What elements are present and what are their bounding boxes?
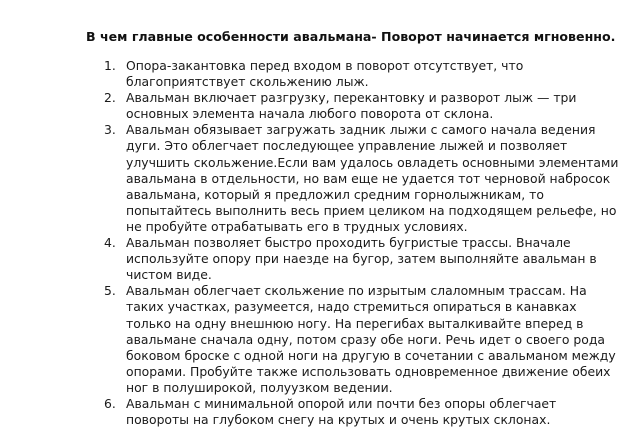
- features-list: [104, 58, 619, 428]
- list-item-number: 6.: [104, 395, 116, 411]
- list-item: [104, 235, 619, 283]
- document-title: В чем главные особенности авальмана- Поворот начинается мгновенно.: [86, 29, 616, 44]
- list-item-text: Опора-закантовка перед входом в поворот отсутствует, что благоприятствует скольжению лыж.: [126, 58, 524, 90]
- list-item-text: Авальман позволяет быстро проходить бугристые трассы. Вначале используйте опору при наезде на бугор, затем выполняйте авальман в чистом виде.: [126, 235, 597, 283]
- list-item-number: 5.: [104, 283, 116, 299]
- list-item-text: Авальман включает разгрузку, перекантовку и разворот лыж — три основных элемента начала любого поворота от склона.: [126, 90, 577, 122]
- list-item-text: Авальман обязывает загружать задник лыжи с самого начала ведения дуги. Это облегчает последующее управление лыжей и позволяет улучшить скольжение.Если вам удалось овладеть основными элементами авальмана в отдельности, но вам еще не удается тот черновой набросок авальмана, который я предложил средним горнолыжникам, то попытайтесь выполнить весь прием целиком на подходящем рельефе, но не пробуйте отрабатывать его в трудных условиях.: [126, 122, 619, 234]
- list-item-text: Авальман облегчает скольжение по изрытым слаломным трассам. На таких участках, разумеется, надо стремиться опираться в канавках только на одну внешнюю ногу. На перегибах выталкивайте вперед в авальмане сначала одну, потом сразу обе ноги. Речь идет о своего рода боковом броске с одной ноги на другую в сочетании с авальманом между опорами. Пробуйте также использовать одновременное движение обеих ног в полуширокой, полуузком ведении.: [126, 283, 616, 395]
- list-item-number: 2.: [104, 90, 116, 106]
- list-item-number: 1.: [104, 58, 116, 73]
- list-item: [104, 396, 619, 428]
- list-item-number: 3.: [104, 122, 116, 138]
- list-item: [104, 283, 619, 396]
- list-item-text: Авальман с минимальной опорой или почти без опоры облегчает повороты на глубоком снегу на крутых и очень крутых склонах.: [126, 395, 557, 428]
- list-item-number: 4.: [104, 235, 116, 251]
- list-item: [104, 58, 619, 90]
- list-item: [104, 90, 619, 122]
- list-item: [104, 122, 619, 235]
